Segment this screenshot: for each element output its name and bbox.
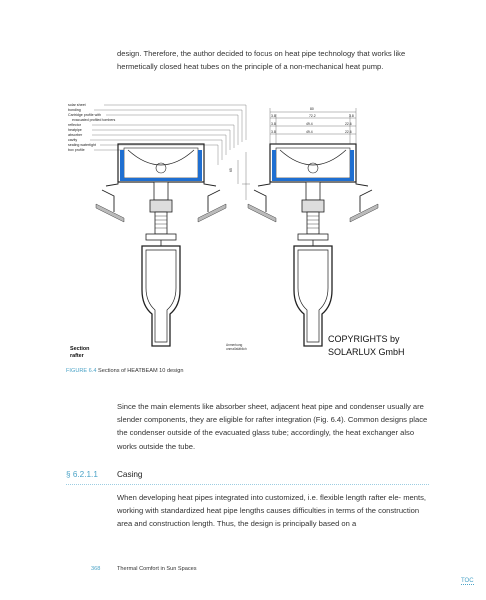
dim-r3-c: 22.6 bbox=[345, 130, 352, 134]
legend-label-cartridge: Cartridge profile with bbox=[68, 113, 101, 117]
legend-label-cavity: cavity bbox=[68, 138, 78, 142]
legend-label-absorber: absorber bbox=[68, 133, 83, 137]
section-title: Casing bbox=[117, 470, 143, 479]
dim-r1-b: 72.2 bbox=[309, 114, 316, 118]
dim-r3-a: 3.8 bbox=[271, 130, 276, 134]
dim-r2-a: 3.8 bbox=[271, 122, 276, 126]
section-divider bbox=[66, 484, 429, 485]
section-label-2: rafter bbox=[70, 353, 84, 359]
legend-label-bonding: bonding bbox=[68, 108, 81, 112]
left-section-assembly bbox=[96, 144, 226, 346]
legend-label-box-profile: box profile bbox=[68, 148, 85, 152]
legend-label-solar-sheet: solar sheet bbox=[68, 103, 86, 107]
dim-top: 80 bbox=[310, 107, 314, 111]
copyright-line-1: COPYRIGHTS by bbox=[328, 334, 400, 344]
legend-label-heatpipe: heatpipe bbox=[68, 128, 82, 132]
page-number: 368 bbox=[91, 566, 101, 572]
technical-drawing-figure bbox=[66, 100, 423, 362]
body-paragraph-1: Since the main elements like absorber sheet, adjacent heat pipe and condenser usually are slender components, they are eligible for rafter integration (Fig. 6.4). Common designs place the condenser outside of the evacuated glass tube; accordingly, the heat exchanger also works outside the tube. bbox=[117, 402, 428, 451]
intro-paragraph: design. Therefore, the author decided to focus on heat pipe technology that works like hermetically closed heat tubes on the principle of a non-mechanical heat pump. bbox=[117, 49, 406, 72]
note-1: Anmerkung bbox=[226, 343, 243, 347]
section-number: § 6.2.1.1 bbox=[66, 470, 98, 479]
section-label-1: Section bbox=[70, 346, 90, 352]
toc-link[interactable]: TOC bbox=[461, 578, 474, 584]
dim-r3-b: 49.4 bbox=[306, 130, 313, 134]
right-section-assembly bbox=[248, 144, 378, 346]
dim-r2-b: 49.4 bbox=[306, 122, 313, 126]
caption-text: Sections of HEATBEAM 10 design bbox=[98, 368, 184, 374]
dim-r1-c: 3.8 bbox=[349, 114, 354, 118]
heatbeam-section-drawing bbox=[66, 100, 423, 362]
body-paragraph-2: When developing heat pipes integrated into customized, i.e. flexible length rafter ele- ments, working with standardized heat pipe lengths causes difficulties in terms of the construction area and construction length. Thus, the design is principally based on a bbox=[117, 493, 426, 529]
legend-label-evacuated: evacuated profiled tombers bbox=[72, 118, 116, 122]
note-2: unmaßstäblich bbox=[226, 347, 247, 351]
caption-label: FIGURE 6.4 bbox=[66, 368, 97, 374]
figure-caption bbox=[66, 368, 183, 374]
dim-r1-a: 3.8 bbox=[271, 114, 276, 118]
running-footer-title: Thermal Comfort in Sun Spaces bbox=[117, 566, 197, 572]
legend-label-sealing: sealing watertight bbox=[68, 143, 96, 147]
legend-label-reflector: reflector bbox=[68, 123, 81, 127]
dim-r2-c: 22.6 bbox=[345, 122, 352, 126]
copyright-line-2: SOLARLUX GmbH bbox=[328, 347, 405, 357]
dim-vertical: 65 bbox=[229, 168, 233, 172]
